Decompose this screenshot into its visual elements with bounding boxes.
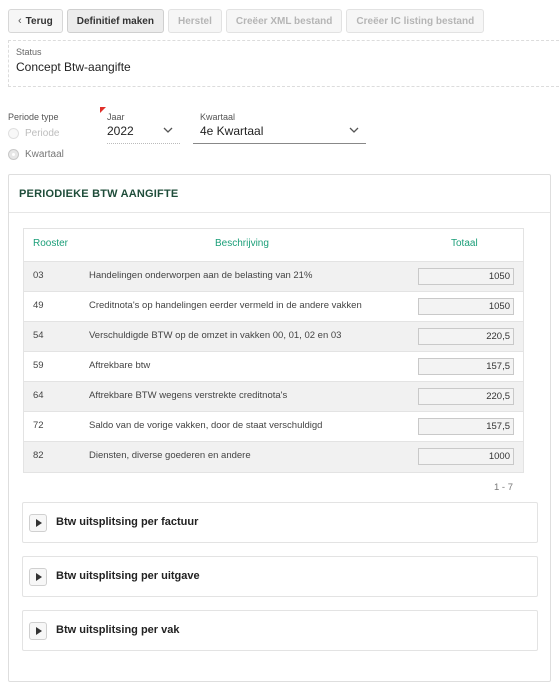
cell-description: Verschuldigde BTW op de omzet in vakken 00, 01, 02 en 03: [89, 330, 342, 341]
vat-table: [23, 228, 524, 473]
column-header-rooster[interactable]: Rooster: [33, 238, 69, 249]
expand-toggle-icon[interactable]: [29, 568, 47, 586]
cell-code: 54: [33, 330, 44, 341]
finalize-button[interactable]: Definitief maken: [67, 9, 164, 33]
cell-code: 64: [33, 390, 44, 401]
table-row[interactable]: [24, 262, 523, 292]
section-per-uitgave[interactable]: [22, 556, 538, 597]
cell-description: Handelingen onderworpen aan de belasting van 21%: [89, 270, 313, 281]
create-xml-button[interactable]: Creëer XML bestand: [226, 9, 343, 33]
table-row[interactable]: [24, 412, 523, 442]
table-row[interactable]: [24, 292, 523, 322]
year-label: Jaar: [107, 112, 125, 122]
cell-description: Saldo van de vorige vakken, door de staat verschuldigd: [89, 420, 323, 431]
cell-total: 220,5: [418, 388, 514, 405]
cell-description: Aftrekbare BTW wegens verstrekte creditnota's: [89, 390, 288, 401]
table-row[interactable]: [24, 352, 523, 382]
cell-code: 59: [33, 360, 44, 371]
status-label: Status: [16, 47, 42, 57]
cell-code: 72: [33, 420, 44, 431]
panel-header: [9, 175, 550, 213]
section-per-vak[interactable]: [22, 610, 538, 651]
section-title: Btw uitsplitsing per uitgave: [56, 570, 200, 582]
back-button[interactable]: [8, 9, 63, 33]
create-ic-listing-button[interactable]: Creëer IC listing bestand: [346, 9, 484, 33]
vat-return-panel: [8, 174, 551, 682]
pagination-info: 1 - 7: [494, 482, 514, 493]
cell-code: 03: [33, 270, 44, 281]
period-type-label: Periode type: [8, 112, 59, 122]
cell-total: 220,5: [418, 328, 514, 345]
quarter-label: Kwartaal: [200, 112, 236, 122]
cell-total: 157,5: [418, 418, 514, 435]
radio-kwartaal[interactable]: [8, 149, 64, 160]
required-flag-icon: [100, 107, 106, 113]
status-panel: [8, 40, 559, 87]
cell-description: Aftrekbare btw: [89, 360, 151, 371]
table-row[interactable]: [24, 382, 523, 412]
quarter-select-value: 4e Kwartaal: [200, 124, 264, 138]
radio-periode-label: Periode: [25, 128, 60, 139]
chevron-down-icon: [162, 124, 174, 136]
radio-kwartaal-label: Kwartaal: [25, 149, 64, 160]
cell-total: 157,5: [418, 358, 514, 375]
column-header-totaal[interactable]: Totaal: [451, 238, 478, 249]
expand-toggle-icon[interactable]: [29, 514, 47, 532]
cell-total: 1050: [418, 268, 514, 285]
restore-button[interactable]: Herstel: [168, 9, 222, 33]
panel-title: PERIODIEKE BTW AANGIFTE: [19, 188, 179, 200]
year-select[interactable]: [107, 124, 180, 144]
table-row[interactable]: [24, 322, 523, 352]
section-title: Btw uitsplitsing per vak: [56, 624, 180, 636]
cell-code: 49: [33, 300, 44, 311]
chevron-down-icon: [348, 124, 360, 136]
year-select-value: 2022: [107, 124, 134, 138]
radio-periode[interactable]: [8, 128, 59, 139]
chevron-left-icon: ‹: [18, 15, 22, 27]
radio-dot: [8, 149, 19, 160]
status-value: Concept Btw-aangifte: [16, 60, 131, 74]
quarter-select[interactable]: [193, 124, 366, 144]
column-header-beschrijving[interactable]: Beschrijving: [215, 238, 269, 249]
cell-description: Diensten, diverse goederen en andere: [89, 450, 251, 461]
section-title: Btw uitsplitsing per factuur: [56, 516, 199, 528]
toolbar: [8, 9, 484, 33]
back-button-label: Terug: [25, 15, 53, 27]
cell-total: 1050: [418, 298, 514, 315]
cell-description: Creditnota's op handelingen eerder vermeld in de andere vakken: [89, 300, 362, 311]
section-per-factuur[interactable]: [22, 502, 538, 543]
cell-code: 82: [33, 450, 44, 461]
cell-total: 1000: [418, 448, 514, 465]
expand-toggle-icon[interactable]: [29, 622, 47, 640]
table-row[interactable]: [24, 442, 523, 472]
table-header: [24, 229, 523, 262]
radio-dot: [8, 128, 19, 139]
